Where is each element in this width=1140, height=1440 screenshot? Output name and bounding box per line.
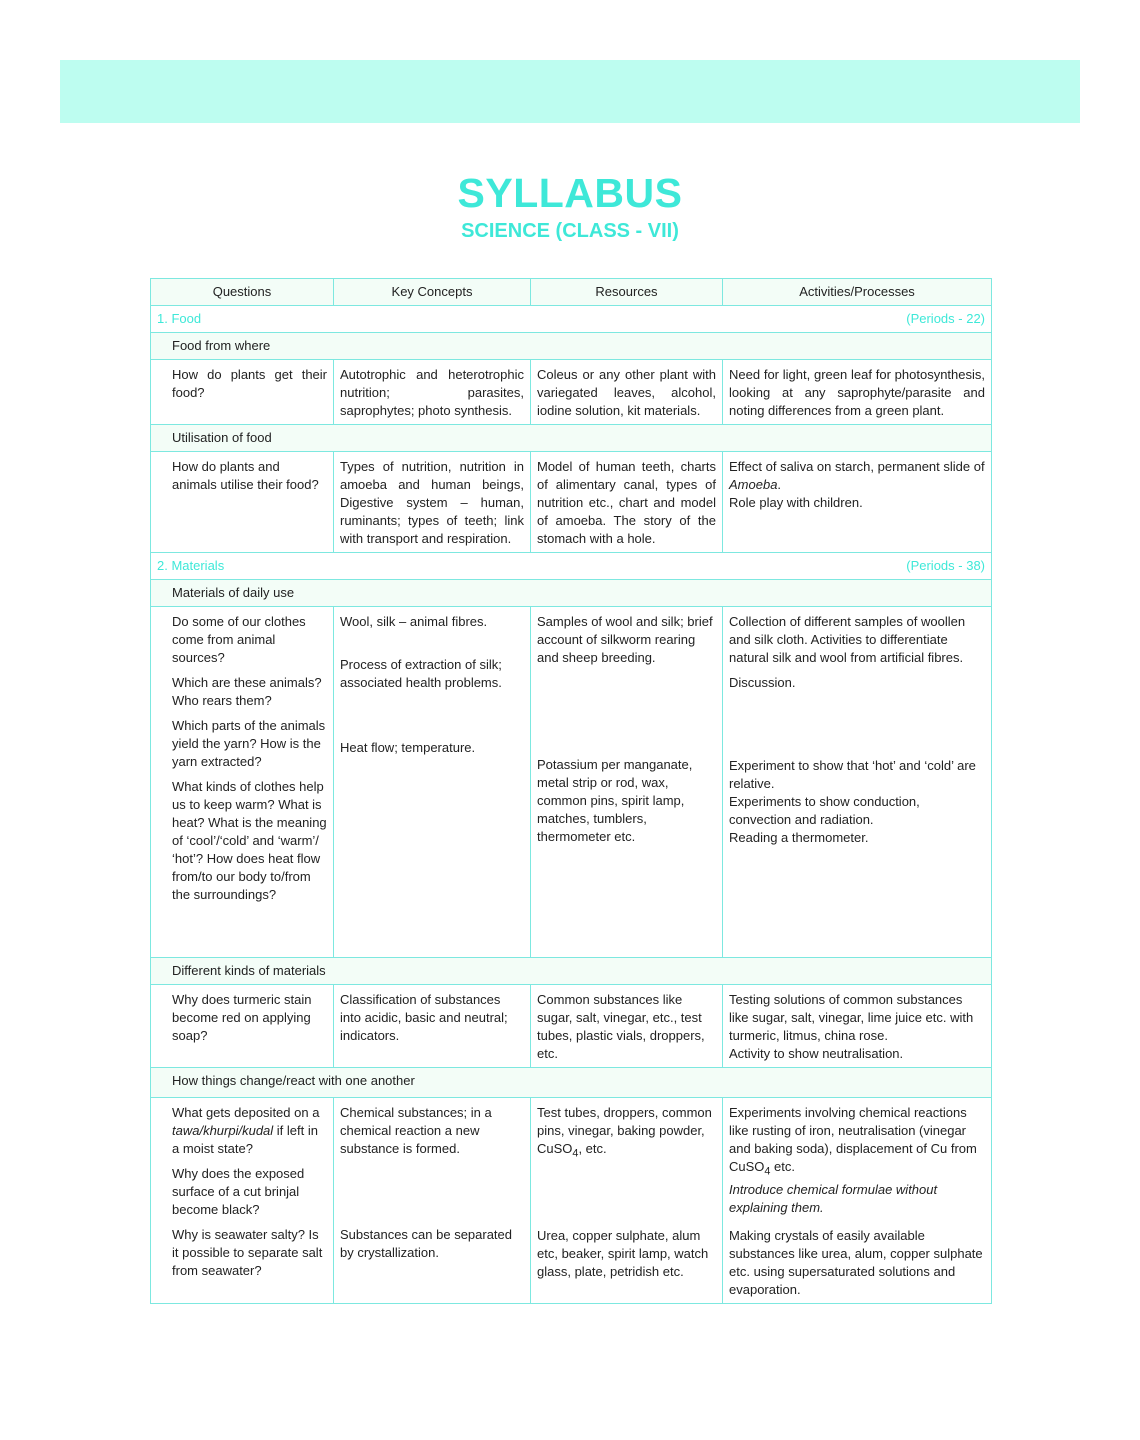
questions-cell: How do plants and animals utilise their food? <box>151 452 334 553</box>
activity-text: . <box>777 477 782 492</box>
resource-text-part: Test tubes, droppers, common pins, vinegar, baking powder, CuSO <box>537 1105 712 1156</box>
resource-text <box>537 1104 716 1163</box>
subsection-title: Different kinds of materials <box>151 958 992 985</box>
question-text-part: if left in a moist state? <box>172 1123 318 1156</box>
activity-text: Role play with children. <box>729 495 863 510</box>
resource-text-part: , etc. <box>578 1141 607 1156</box>
subsection-row <box>151 425 992 452</box>
activity-text <box>729 1104 985 1181</box>
questions-cell <box>151 1098 334 1304</box>
header-band <box>60 60 1080 123</box>
subsection-title: Materials of daily use <box>151 580 992 607</box>
question-text <box>172 1104 327 1158</box>
section-row <box>151 553 992 580</box>
table-row <box>151 452 992 553</box>
activity-text: Testing solutions of common substances like sugar, salt, vinegar, lime juice etc. with turmeric, litmus, china rose. <box>729 992 974 1043</box>
activity-text: Activity to show neutralisation. <box>729 1046 904 1061</box>
section-periods: (Periods - 38) <box>906 558 985 573</box>
subsection-row <box>151 1068 992 1098</box>
question-text-italic: tawa/khurpi/kudal <box>172 1123 274 1138</box>
questions-cell: How do plants get their food? <box>151 360 334 425</box>
subsection-row <box>151 958 992 985</box>
resources-cell: Model of human teeth, charts of alimentary canal, types of nutrition etc., chart and model of amoeba. The story of the stomach with a hole. <box>531 452 723 553</box>
activity-text-part: etc. <box>770 1159 796 1174</box>
concept-text: Process of extraction of silk; associated health problems. <box>340 657 502 690</box>
column-header: Activities/Processes <box>723 279 992 306</box>
page-title: SYLLABUS <box>457 170 683 216</box>
question-text: Why does the exposed surface of a cut brinjal become black? <box>172 1166 305 1217</box>
activity-text: Experiment to show that ‘hot’ and ‘cold’ are relative. <box>729 758 976 791</box>
activity-note <box>729 1181 985 1217</box>
page-subtitle: SCIENCE (CLASS - VII) <box>461 220 679 242</box>
questions-cell: Why does turmeric stain become red on applying soap? <box>151 985 334 1068</box>
resources-cell: Coleus or any other plant with variegated leaves, alcohol, iodine solution, kit materials. <box>531 360 723 425</box>
resources-cell <box>531 607 723 958</box>
concept-text: Substances can be separated by crystallization. <box>340 1227 513 1260</box>
activities-cell <box>723 607 992 958</box>
resource-text: Samples of wool and silk; brief account of silkworm rearing and sheep breeding. <box>537 614 713 665</box>
table-header-row <box>151 279 992 306</box>
resources-cell <box>531 1098 723 1304</box>
subscript: 4 <box>572 1147 579 1160</box>
table-row <box>151 607 992 958</box>
question-text: Which parts of the animals yield the yarn? How is the yarn extracted? <box>172 718 326 769</box>
activity-text: Experiments to show conduction, convection and radiation. <box>729 794 920 827</box>
resource-text: Urea, copper sulphate, alum etc, beaker, spirit lamp, watch glass, plate, petridish etc. <box>537 1227 709 1279</box>
activity-text: Making crystals of easily available substances like urea, alum, copper sulphate etc. using supersaturated solutions and evaporation. <box>729 1227 983 1297</box>
activities-cell <box>723 1098 992 1304</box>
subsection-row <box>151 580 992 607</box>
activity-text: Collection of different samples of woollen and silk cloth. Activities to differentiate natural silk and wool from artificial fibres. <box>729 614 966 665</box>
subsection-title: Food from where <box>151 333 992 360</box>
section-periods: (Periods - 22) <box>906 311 985 326</box>
column-header: Resources <box>531 279 723 306</box>
column-header: Questions <box>151 279 334 306</box>
subscript: 4 <box>764 1165 771 1178</box>
question-text-part: What gets deposited on a <box>172 1105 320 1120</box>
table-row <box>151 360 992 425</box>
key-concepts-cell: Classification of substances into acidic, basic and neutral; indicators. <box>334 985 531 1068</box>
subsection-title: Utilisation of food <box>151 425 992 452</box>
activity-text-part: Experiments involving chemical reactions like rusting of iron, neutralisation (vinegar and baking soda), displacement of Cu from CuSO <box>729 1105 977 1174</box>
questions-cell <box>151 607 334 958</box>
concept-text: Heat flow; temperature. <box>340 740 476 755</box>
section-title: 2. Materials <box>157 558 225 573</box>
key-concepts-cell <box>334 607 531 958</box>
activity-text: Reading a thermometer. <box>729 830 869 845</box>
activity-note-italic: Introduce chemical formulae without explaining them. <box>729 1181 938 1215</box>
section-title: 1. Food <box>157 311 202 326</box>
activities-cell <box>723 985 992 1068</box>
syllabus-table <box>150 278 992 1304</box>
question-text: Why is seawater salty? Is it possible to separate salt from seawater? <box>172 1227 323 1278</box>
concept-text: Chemical substances; in a chemical reaction a new substance is formed. <box>340 1105 492 1156</box>
question-text: Which are these animals? Who rears them? <box>172 675 322 708</box>
table-row <box>151 985 992 1068</box>
question-text: What kinds of clothes help us to keep warm? What is heat? What is the meaning of ‘cool’/‘cold’ and ‘warm’/ ‘hot’? How does heat flow from/to our body to/from the surroundings? <box>172 779 327 902</box>
resources-cell: Common substances like sugar, salt, vinegar, etc., test tubes, plastic vials, droppers, etc. <box>531 985 723 1068</box>
activity-text-italic: Amoeba <box>729 477 778 492</box>
key-concepts-cell <box>334 1098 531 1304</box>
activities-cell <box>723 452 992 553</box>
activity-text: Discussion. <box>729 675 796 690</box>
column-header: Key Concepts <box>334 279 531 306</box>
subsection-title: How things change/react with one another <box>151 1068 992 1098</box>
section-row <box>151 306 992 333</box>
resource-text: Potassium per manganate, metal strip or rod, wax, common pins, spirit lamp, matches, tumblers, thermometer etc. <box>537 757 693 844</box>
key-concepts-cell: Autotrophic and heterotrophic nutrition; parasites, saprophytes; photo synthesis. <box>334 360 531 425</box>
activities-cell: Need for light, green leaf for photosynthesis, looking at any saprophyte/parasite and noting differences from a green plant. <box>723 360 992 425</box>
question-text: Do some of our clothes come from animal sources? <box>172 614 306 665</box>
activity-text: Effect of saliva on starch, permanent slide of <box>729 459 985 474</box>
subsection-row <box>151 333 992 360</box>
concept-text: Wool, silk – animal fibres. <box>340 614 488 629</box>
key-concepts-cell: Types of nutrition, nutrition in amoeba and human beings, Digestive system – human, ruminants; types of teeth; link with transport and respiration. <box>334 452 531 553</box>
table-row <box>151 1098 992 1304</box>
